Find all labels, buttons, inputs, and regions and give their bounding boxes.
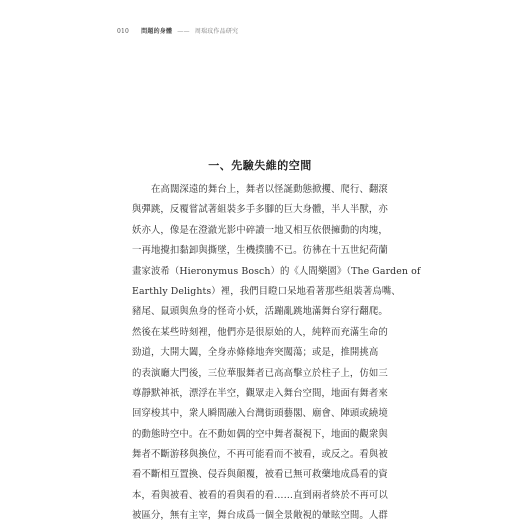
text-line: 被區分，無有主宰，舞台成爲一個全景敞視的暈眩空間。人群 (132, 510, 388, 522)
text-line: 的表演廳大門後，三位華服舞者已高高擊立於柱子上，仿如三 (132, 367, 388, 379)
header-separator: —— (177, 28, 190, 35)
body-text (132, 180, 421, 527)
section-title: 一、先驗失維的空間 (208, 159, 312, 172)
book-subtitle: 周瑞玟作品研究 (194, 28, 239, 35)
text-line: 妖亦人，像是在澄澈光影中碎讀一地又相互依偎擁動的肉塊， (132, 224, 388, 236)
text-line: 的動態時空中。在不動如偶的空中舞者凝視下，地面的觀衆與 (132, 428, 388, 440)
text-line: 在高闊深遠的舞台上，舞者以怪誕動態掀攫、爬行、翻滾 (151, 184, 388, 195)
page-number: 010 (117, 28, 130, 35)
text-line: 勁道，大開大闔，全身赤條條地奔突闖蕩；或是，推開挑高 (132, 347, 379, 359)
text-line: 看不斷相互置換、侵吞與顛覆，被看已無可救藥地成爲看的資 (132, 469, 388, 481)
text-line: 一再地攪扣黏卸與撕墜，生機撲騰不已。彷彿在十五世紀荷蘭 (132, 245, 388, 257)
text-line: 豬尾、鼠頭與魚身的怪奇小妖，活蹦亂跳地滿舞台穿行翻爬。 (132, 306, 388, 318)
text-line: 本，看與被看、被看的看與看的看……直到兩者終於不再可以 (132, 489, 388, 501)
text-line: 尊靜默神祇，漂浮在半空，觀眾走入舞台空間，地面有舞者來 (132, 387, 388, 399)
text-line: 畫家波希（Hieronymus Bosch）的《人間樂園》（The Garden of (132, 265, 421, 277)
text-line: 與彈跳，反覆嘗試著組裝多手多腳的巨大身體，半人半獸，亦 (132, 204, 388, 216)
text-line: Earthly Delights）裡，我們目瞪口呆地看著那些組裝著烏嘴、 (132, 285, 401, 297)
text-line: 舞者不斷游移與換位，不再可能看而不被看，或反之。看與被 (132, 449, 388, 461)
book-title: 問題的身體 (141, 28, 173, 35)
text-line: 然後在某些時刻裡，他們亦是很原始的人，純粹而充滿生命的 (132, 326, 388, 338)
running-header (117, 26, 238, 35)
text-line: 回穿梭其中，衆人瞬間融入台灣街頭藝閣、廟會、陣頭或繞境 (132, 408, 388, 420)
